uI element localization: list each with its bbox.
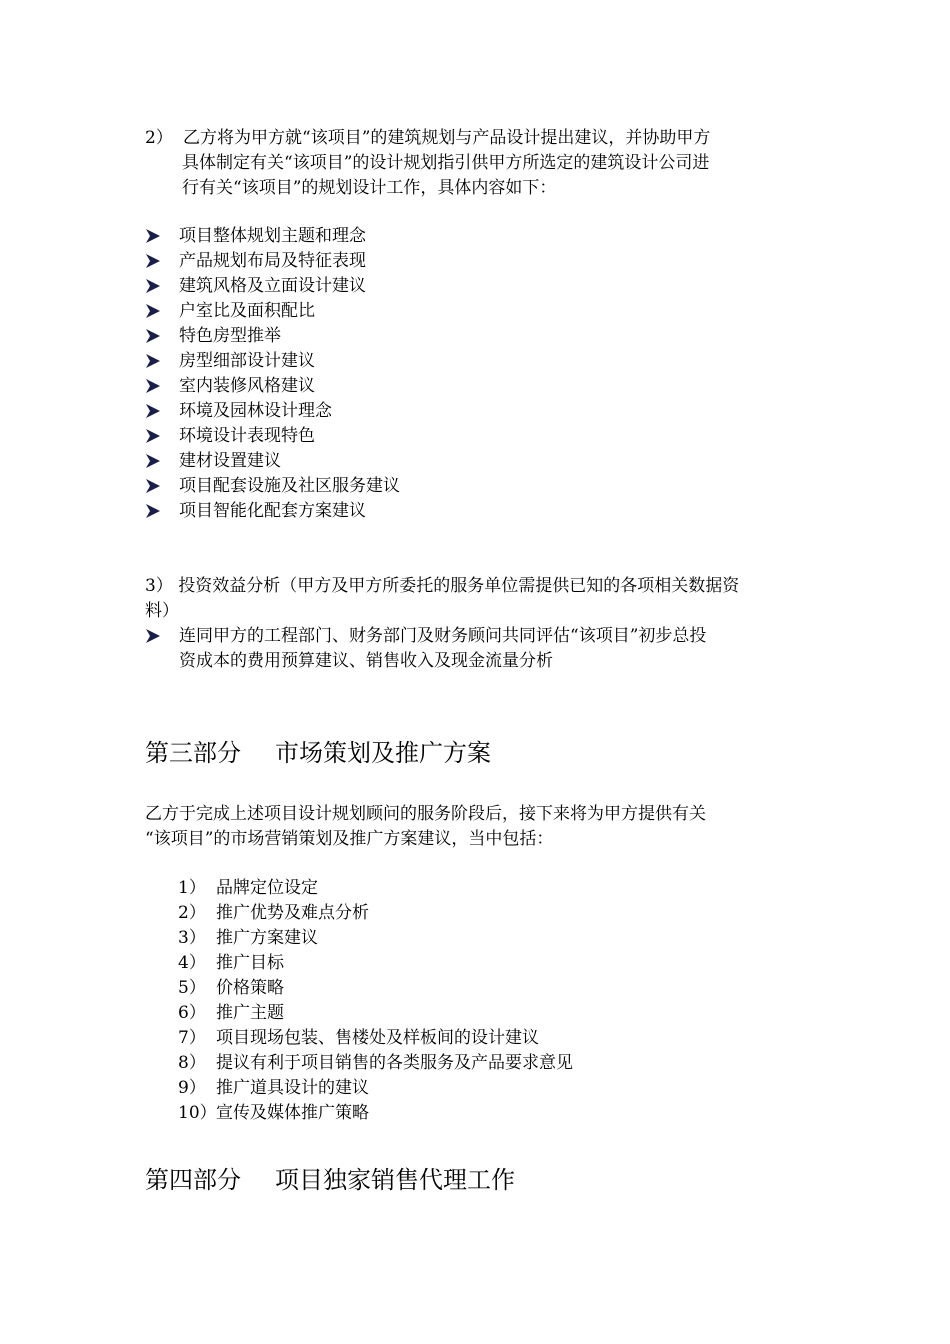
bullet-item-text: 建材设置建议 — [179, 451, 281, 471]
list-item-number: 9） — [178, 1078, 206, 1098]
section2-line-3: 行有关“该项目”的规划设计工作，具体内容如下： — [182, 178, 557, 198]
bullet-item-text: 建筑风格及立面设计建议 — [179, 276, 366, 296]
bullet-item-text: 环境设计表现特色 — [179, 426, 315, 446]
bullet-item-text: 户室比及面积配比 — [179, 301, 315, 321]
numbered-list-item — [178, 976, 284, 1001]
arrowhead-bullet-icon — [145, 503, 161, 519]
list-item-number: 5） — [178, 978, 206, 998]
section3-bullet-text-1: 连同甲方的工程部门、财务部门及财务顾问共同评估“该项目”初步总投 — [179, 626, 707, 646]
section3-bullet-text-2: 资成本的费用预算建议、销售收入及现金流量分析 — [179, 651, 553, 671]
numbered-list-item — [178, 926, 318, 951]
list-item-text: 品牌定位设定 — [216, 878, 318, 898]
list-item-text: 项目现场包装、售楼处及样板间的设计建议 — [216, 1028, 539, 1048]
part3-intro-2: “该项目”的市场营销策划及推广方案建议，当中包括： — [145, 829, 554, 849]
list-item-number: 1） — [178, 878, 206, 898]
bullet-item-text: 室内装修风格建议 — [179, 376, 315, 396]
arrowhead-bullet-icon — [145, 478, 161, 494]
arrowhead-bullet-icon — [145, 378, 161, 394]
bullet-item-text: 产品规划布局及特征表现 — [179, 251, 366, 271]
list-item-text: 推广方案建议 — [216, 928, 318, 948]
list-item-text: 宣传及媒体推广策略 — [216, 1103, 369, 1123]
numbered-list-item — [178, 876, 318, 901]
bullet-item-text: 项目智能化配套方案建议 — [179, 501, 366, 521]
list-item-number: 3） — [178, 928, 206, 948]
list-item-number: 2） — [178, 903, 206, 923]
arrowhead-bullet-icon — [145, 353, 161, 369]
arrowhead-bullet-icon — [145, 428, 161, 444]
numbered-list-item — [178, 1101, 369, 1126]
section3-line-2: 料） — [145, 601, 179, 621]
list-item-number: 10） — [178, 1103, 217, 1123]
list-item-text: 推广主题 — [216, 1003, 284, 1023]
bullet-item-text: 项目配套设施及社区服务建议 — [179, 476, 400, 496]
part4-heading — [145, 1164, 515, 1196]
arrowhead-bullet-icon — [145, 328, 161, 344]
arrowhead-bullet-icon — [145, 278, 161, 294]
list-item-number: 7） — [178, 1028, 206, 1048]
bullet-item-text: 特色房型推举 — [179, 326, 281, 346]
list-item-text: 推广道具设计的建议 — [216, 1078, 369, 1098]
arrowhead-bullet-icon — [145, 628, 161, 644]
list-item-number: 8） — [178, 1053, 206, 1073]
list-item-number: 4） — [178, 953, 206, 973]
part3-label: 第三部分 — [145, 739, 241, 767]
section2-number: 2） — [145, 128, 173, 148]
list-item-text: 推广优势及难点分析 — [216, 903, 369, 923]
numbered-list-item — [178, 1076, 369, 1101]
section2-text-1: 乙方将为甲方就“该项目”的建筑规划与产品设计提出建议，并协助甲方 — [183, 128, 711, 148]
bullet-item-text: 环境及园林设计理念 — [179, 401, 332, 421]
part4-label: 第四部分 — [145, 1166, 241, 1194]
arrowhead-bullet-icon — [145, 453, 161, 469]
list-item-text: 提议有利于项目销售的各类服务及产品要求意见 — [216, 1053, 573, 1073]
bullet-item-text: 项目整体规划主题和理念 — [179, 226, 366, 246]
part3-intro-1: 乙方于完成上述项目设计规划顾问的服务阶段后，接下来将为甲方提供有关 — [145, 804, 706, 824]
arrowhead-bullet-icon — [145, 403, 161, 419]
arrowhead-bullet-icon — [145, 253, 161, 269]
numbered-list-item — [178, 901, 369, 926]
bullet-item-text: 房型细部设计建议 — [179, 351, 315, 371]
numbered-list-item — [178, 951, 284, 976]
part4-title: 项目独家销售代理工作 — [275, 1166, 515, 1194]
numbered-list-item — [178, 1051, 573, 1076]
section2-line-2: 具体制定有关“该项目”的设计规划指引供甲方所选定的建筑设计公司进 — [182, 153, 710, 173]
list-item-text: 推广目标 — [216, 953, 284, 973]
list-item-text: 价格策略 — [216, 978, 284, 998]
part3-heading — [145, 737, 491, 769]
part3-title: 市场策划及推广方案 — [275, 739, 491, 767]
numbered-list-item — [178, 1026, 539, 1051]
section2-line-1 — [145, 126, 710, 151]
arrowhead-bullet-icon — [145, 303, 161, 319]
list-item-number: 6） — [178, 1003, 206, 1023]
section3-line-1: 3） 投资效益分析（甲方及甲方所委托的服务单位需提供已知的各项相关数据资 — [145, 576, 740, 596]
arrowhead-bullet-icon — [145, 228, 161, 244]
numbered-list-item — [178, 1001, 284, 1026]
